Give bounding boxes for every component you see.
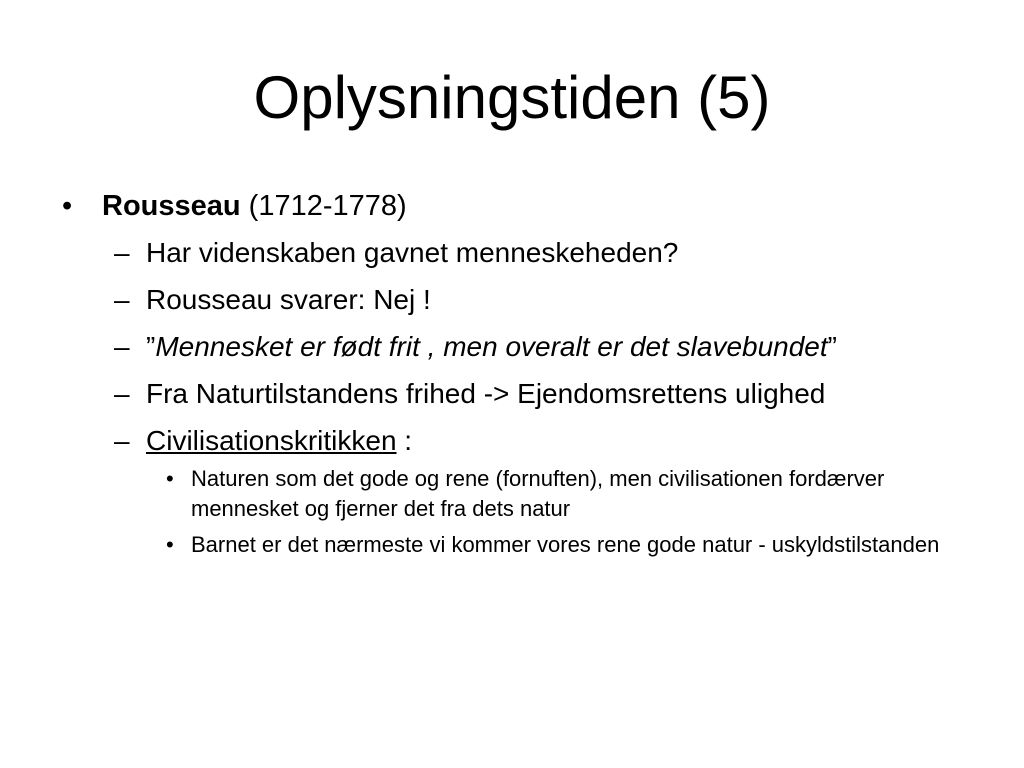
critique-suffix: : [396, 425, 413, 456]
question-text: Har videnskaben gavnet menneskeheden? [146, 237, 679, 268]
bullet-marker: • [62, 190, 73, 222]
dash-marker: – [114, 237, 130, 268]
rousseau-name: Rousseau [102, 190, 241, 222]
sub-item-question [58, 234, 988, 272]
dash-marker: – [114, 331, 130, 362]
dash-marker: – [114, 378, 130, 409]
dash-marker: – [114, 425, 130, 456]
rousseau-dates: (1712-1778) [240, 190, 407, 222]
subsub-item-nature [58, 464, 988, 524]
quote-open: ” [146, 331, 156, 362]
slide-body [58, 186, 988, 560]
nature-text: Naturen som det gode og rene (fornuften), men civilisationen fordærver mennesket og fjerner det fra dets natur [191, 466, 885, 521]
sub-item-answer [58, 281, 988, 319]
sub-item-transition [58, 375, 988, 413]
sub-bullet-marker: • [166, 466, 174, 491]
critique-label: Civilisationskritikken [146, 425, 397, 456]
child-text: Barnet er det nærmeste vi kommer vores rene gode natur - uskyldstilstanden [191, 532, 940, 557]
answer-text: Rousseau svarer: Nej ! [146, 284, 431, 315]
slide-title: Oplysningstiden (5) [253, 64, 771, 131]
dash-marker: – [114, 284, 130, 315]
quote-close: ” [827, 331, 837, 362]
quote-text: Mennesket er født frit , men overalt er det slavebundet [155, 331, 828, 362]
transition-text: Fra Naturtilstandens frihed -> Ejendomsrettens ulighed [146, 378, 826, 409]
subsub-item-child [58, 530, 988, 560]
sub-item-critique [58, 422, 988, 460]
bullet-rousseau [58, 186, 988, 226]
sub-item-quote [58, 328, 988, 366]
sub-bullet-marker: • [166, 532, 174, 557]
